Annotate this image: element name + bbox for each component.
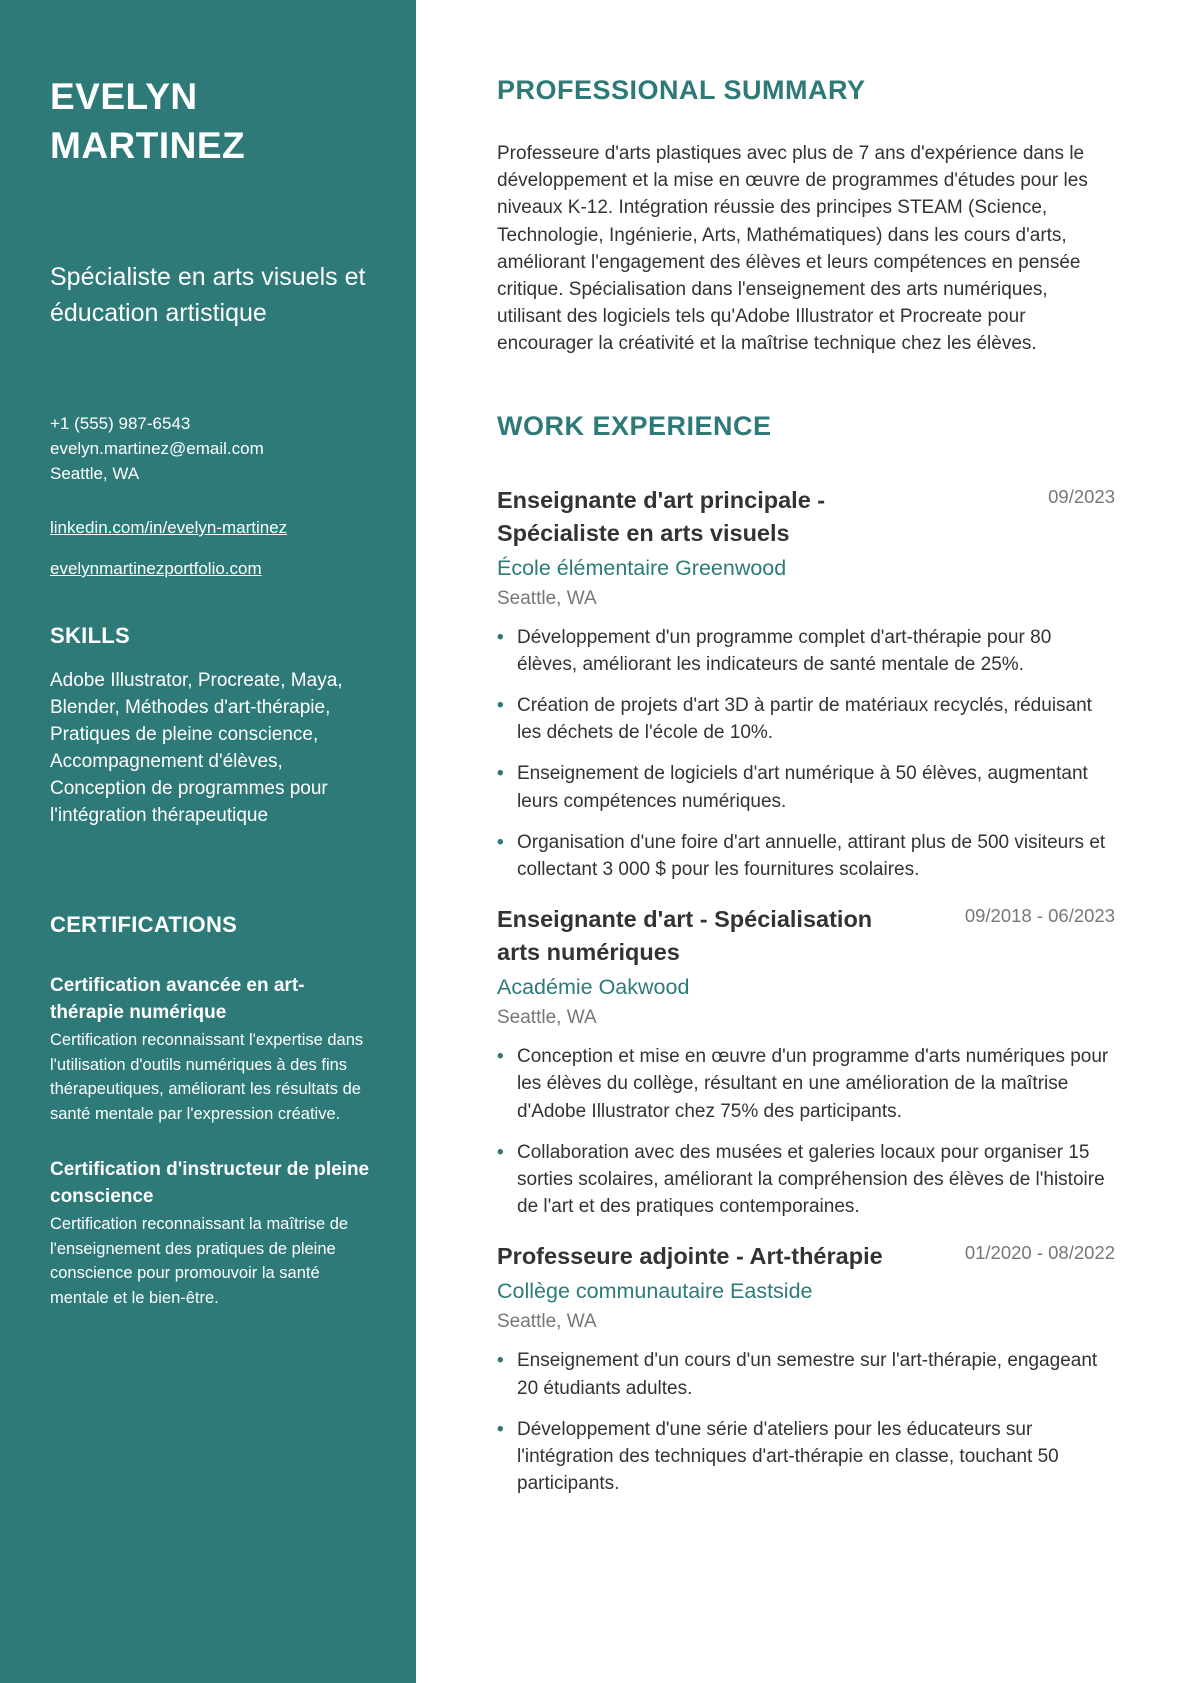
job-title: Professeure adjointe - Art-thérapie xyxy=(497,1243,883,1270)
job-title: Enseignante d'art principale - Spécialiste en arts visuels xyxy=(497,486,826,546)
bullet-item: • Développement d'une série d'ateliers pour les éducateurs sur l'intégration des techniques d'art-thérapie en classe, touchant 50 participants. xyxy=(497,1416,1115,1498)
bullet-item: • Création de projets d'art 3D à partir de matériaux recyclés, réduisant les déchets de l'école de 10%. xyxy=(497,692,1115,746)
certification-description: Certification reconnaissant l'expertise dans l'utilisation d'outils numériques à des fins thérapeutiques, améliorant les résultats de santé mentale par l'expression créative. xyxy=(50,1031,364,1123)
company-name: Collège communautaire Eastside xyxy=(497,1279,813,1304)
job-entry xyxy=(497,484,1115,884)
candidate-name xyxy=(50,72,376,170)
main-content xyxy=(416,0,1190,1683)
summary-text: Professeure d'arts plastiques avec plus de 7 ans d'expérience dans le développement et la mise en œuvre de programmes d'études pour les niveaux K-12. Intégration réussie des principes STEAM (Science, Technologie, Ingénierie, Arts, Mathématiques) dans les cours d'arts, améliorant l'engagement des élèves et leurs compétences en pensée critique. Spécialisation dans l'enseignement des arts numériques, utilisant des logiciels tels qu'Adobe Illustrator et Procreate pour encourager la créativité et la maîtrise technique chez les élèves. xyxy=(497,143,1088,355)
job-date: 09/2018 - 06/2023 xyxy=(964,905,1115,927)
bullet-item: • Conception et mise en œuvre d'un programme d'arts numériques pour les élèves du collège, résultant en une amélioration de la maîtrise d'Adobe Illustrator chez 75% des participants. xyxy=(497,1043,1115,1125)
company-name: École élémentaire Greenwood xyxy=(497,555,787,580)
job-date: 09/2023 xyxy=(1048,485,1115,507)
job-bullets xyxy=(497,624,1115,884)
company-name: Académie Oakwood xyxy=(497,975,690,1000)
contact-info xyxy=(50,411,376,486)
sidebar xyxy=(0,0,416,1683)
job-date: 01/2020 - 08/2022 xyxy=(964,1242,1115,1264)
bullet-item: • Collaboration avec des musées et galeries locaux pour organiser 15 sorties scolaires, améliorant la compréhension des élèves de l'histoire de l'art et des pratiques contemporaines. xyxy=(497,1139,1115,1221)
portfolio-link[interactable]: evelynmartinezportfolio.com xyxy=(50,559,262,578)
certifications-heading: CERTIFICATIONS xyxy=(50,912,238,937)
certification-title: Certification avancée en art-thérapie numérique xyxy=(50,975,305,1023)
certification-description: Certification reconnaissant la maîtrise de l'enseignement des pratiques de pleine conscience pour promouvoir la santé mentale et le bien-être. xyxy=(50,1215,349,1307)
certification-item xyxy=(50,972,376,1126)
skills-heading: SKILLS xyxy=(50,623,131,648)
bullet-item: • Développement d'un programme complet d'art-thérapie pour 80 élèves, améliorant les indicateurs de santé mentale de 25%. xyxy=(497,624,1115,678)
bullet-item: • Enseignement d'un cours d'un semestre sur l'art-thérapie, engageant 20 étudiants adultes. xyxy=(497,1347,1115,1401)
name-line-2: MARTINEZ xyxy=(50,125,246,166)
job-entry xyxy=(497,903,1115,1220)
job-title: Enseignante d'art - Spécialisation arts numériques xyxy=(497,906,873,966)
job-header xyxy=(497,903,1115,969)
summary-heading: PROFESSIONAL SUMMARY xyxy=(497,75,866,105)
job-location: Seattle, WA xyxy=(497,1311,597,1333)
job-header xyxy=(497,484,1115,550)
profile-links xyxy=(50,515,376,581)
job-bullets xyxy=(497,1043,1115,1220)
job-location: Seattle, WA xyxy=(497,1007,597,1029)
job-bullets xyxy=(497,1347,1115,1497)
bullet-item: • Enseignement de logiciels d'art numérique à 50 élèves, augmentant leurs compétences numériques. xyxy=(497,760,1115,814)
professional-title: Spécialiste en arts visuels et éducation artistique xyxy=(50,263,366,327)
job-header xyxy=(497,1240,1115,1273)
skills-list: Adobe Illustrator, Procreate, Maya, Blender, Méthodes d'art-thérapie, Pratiques de pleine conscience, Accompagnement d'élèves, Conception de programmes pour l'intégration thérapeutique xyxy=(50,670,343,826)
job-location: Seattle, WA xyxy=(497,587,597,609)
name-line-1: EVELYN xyxy=(50,76,198,117)
work-experience-heading: WORK EXPERIENCE xyxy=(497,410,772,441)
linkedin-link[interactable]: linkedin.com/in/evelyn-martinez xyxy=(50,518,288,537)
certification-title: Certification d'instructeur de pleine conscience xyxy=(50,1159,370,1207)
email: evelyn.martinez@email.com xyxy=(50,439,264,458)
location: Seattle, WA xyxy=(50,464,140,483)
bullet-item: • Organisation d'une foire d'art annuelle, attirant plus de 500 visiteurs et collectant 3 000 $ pour les fournitures scolaires. xyxy=(497,829,1115,883)
phone: +1 (555) 987-6543 xyxy=(50,414,191,433)
job-entry xyxy=(497,1240,1115,1497)
certification-item xyxy=(50,1156,376,1310)
